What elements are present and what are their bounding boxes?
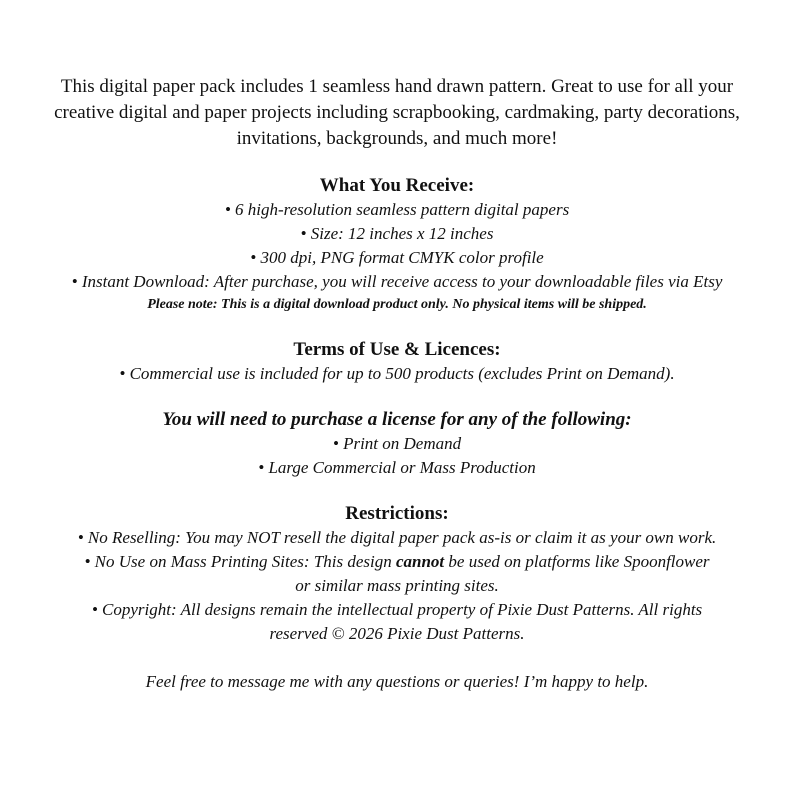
receive-item: • 6 high-resolution seamless pattern digital papers — [224, 200, 570, 219]
footer-message: Feel free to message me with any questions or queries! I’m happy to help. — [145, 672, 649, 691]
receive-item: • Size: 12 inches x 12 inches — [300, 224, 494, 243]
terms-section — [0, 338, 794, 386]
terms-item: • Commercial use is included for up to 500 products (excludes Print on Demand). — [119, 364, 675, 383]
license-item: • Print on Demand — [332, 434, 462, 453]
license-item: • Large Commercial or Mass Production — [258, 458, 536, 477]
restriction-copyright-cont: reserved © 2026 Pixie Dust Patterns. — [269, 624, 525, 643]
digital-download-note: Please note: This is a digital download product only. No physical items will be shipped. — [147, 297, 647, 312]
license-section — [0, 408, 794, 480]
restriction-copyright: • Copyright: All designs remain the intellectual property of Pixie Dust Patterns. All rights — [91, 600, 703, 619]
receive-item: • 300 dpi, PNG format CMYK color profile — [250, 248, 544, 267]
restrictions-section — [0, 502, 794, 646]
restriction-mass-emphasis: cannot — [395, 552, 445, 571]
what-you-receive-heading: What You Receive: — [319, 175, 475, 196]
restriction-mass-text: be used on platforms like Spoonflower — [444, 552, 710, 571]
license-heading: You will need to purchase a license for any of the following: — [162, 409, 632, 430]
restriction-mass-printing-cont: or similar mass printing sites. — [295, 576, 499, 595]
what-you-receive-section — [0, 174, 794, 316]
receive-item: • Instant Download: After purchase, you will receive access to your downloadable files via Etsy — [71, 272, 723, 291]
intro-paragraph: This digital paper pack includes 1 seamless hand drawn pattern. Great to use for all your creative digital and paper projects including scrapbooking, cardmaking, party decorations, invitations, backgrounds, and much more! — [54, 76, 740, 149]
terms-heading: Terms of Use & Licences: — [293, 339, 501, 360]
restriction-reselling: • No Reselling: You may NOT resell the digital paper pack as-is or claim it as your own work. — [77, 528, 717, 547]
restriction-mass-text: • No Use on Mass Printing Sites: This design — [84, 552, 396, 571]
restrictions-heading: Restrictions: — [345, 503, 449, 524]
restriction-mass-printing — [0, 550, 794, 574]
